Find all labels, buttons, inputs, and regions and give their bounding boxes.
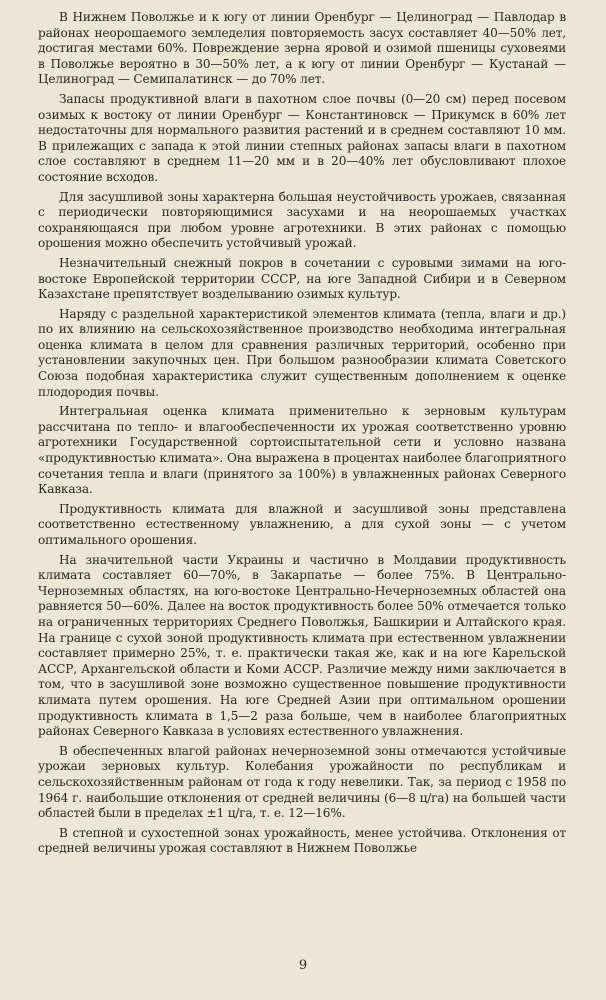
page-text-body <box>38 10 566 861</box>
paragraph-integral-climate-assessment: Наряду с раздельной характеристикой элементов климата (тепла, влаги и др.) по их влиянию на сельскохозяйственное производство необходима интегральная оценка климата в целом для сравнения различных территорий, особенно при установлении закупочных цен. При большом разнообразии климата Советского Союза подобная характеристика служит существенным дополнением к оценке плодородия почвы. <box>38 306 566 399</box>
paragraph-productivity-by-zone: Продуктивность климата для влажной и засушливой зоны представлена соответственно естественному увлажнению, а для сухой зоны — с учетом оптимального орошения. <box>38 501 566 547</box>
paragraph-snow-cover-winter-crops: Незначительный снежный покров в сочетании с суровыми зимами на юго-востоке Европейской территории СССР, на юге Западной Сибири и в Северном Казахстане препятствует возделыванию озимых культур. <box>38 255 566 302</box>
paragraph-arid-zone-yield-instability: Для засушливой зоны характерна большая неустойчивость урожаев, связанная с периодически повторяющимися засухами и на неорошаемых участках сохраняющаяся при любом уровне агротехники. В этих районах с помощью орошения можно обеспечить устойчивый урожай. <box>38 189 566 251</box>
paragraph-droughts-lower-volga: В Нижнем Поволжье и к югу от линии Оренбург — Целиноград — Павлодар в районах неорошаемого земледелия повторяемость засух составляет 40—50% лет, достигая местами 60%. Повреждение зерна яровой и озимой пшеницы суховеями в Поволжье вероятно в 30—50% лет, а к югу от линии Оренбург — Кустанай — Целиноград — Семипалатинск — до 70% лет. <box>38 10 566 87</box>
paragraph-stable-yields-nonchernozem: В обеспеченных влагой районах нечерноземной зоны отмечаются устойчивые урожаи зерновых культур. Колебания урожайности по республикам и сельскохозяйственным районам от года к году невелики. Так, за период с 1958 по 1964 г. наибольшие отклонения от средней величины (6—8 ц/га) на большей части областей были в пределах ±1 ц/га, т. е. 12—16%. <box>38 743 566 821</box>
paragraph-steppe-yield-variability: В степной и сухостепной зонах урожайность, менее устойчива. Отклонения от средней величины урожая составляют в Нижнем Поволжье <box>38 825 566 856</box>
page-number: 9 <box>298 958 308 973</box>
paragraph-regional-productivity-values: На значительной части Украины и частично в Молдавии продуктивность климата составляет 60—70%, в Закарпатье — более 75%. В Центрально-Черноземных областях, на юго-востоке Центрально-Нечерноземных областей она равняется 50—60%. Далее на восток продуктивность более 50% отмечается только на ограниченных территориях Среднего Поволжья, Башкирии и Алтайского края. На границе с сухой зоной продуктивность климата при естественном увлажнении составляет примерно 25%, т. е. практически такая же, как и на юге Карельской АССР, Архангельской области и Коми АССР. Различие между ними заключается в том, что в засушливой зоне возможно существенное повышение продуктивности климата путем орошения. На юге Средней Азии при оптимальном орошении продуктивность климата в 1,5—2 раза больше, чем в наиболее благоприятных районах Северного Кавказа в условиях естественного увлажнения. <box>38 552 566 739</box>
paragraph-climate-productivity-definition: Интегральная оценка климата применительно к зерновым культурам рассчитана по тепло- и влагообеспеченности их урожая соответственно уровню агротехники Государственной сортоиспытательной сети и условно названа «продуктивностью климата». Она выражена в процентах наиболее благоприятного сочетания тепла и влаги (принятого за 100%) в увлажненных районах Северного Кавказа. <box>38 404 566 497</box>
paragraph-soil-moisture-reserves: Запасы продуктивной влаги в пахотном слое почвы (0—20 см) перед посевом озимых к востоку от линии Оренбург — Константиновск — Прикумск в 60% лет недостаточны для нормального развития растений и в среднем составляют 10 мм. В прилежащих с запада к этой линии степных районах запасы влаги в пахотном слое составляют в среднем 11—20 мм и в 20—40% лет обусловливают плохое состояние всходов. <box>38 91 566 184</box>
